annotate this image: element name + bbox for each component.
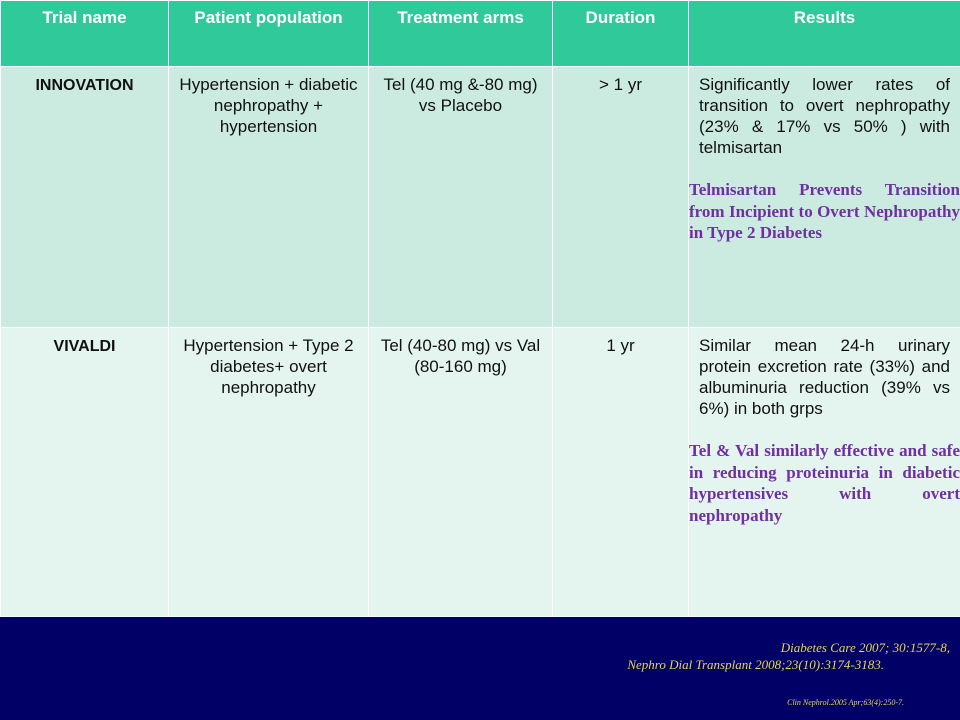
table-row-vivaldi bbox=[1, 328, 960, 617]
results-cell bbox=[689, 67, 960, 328]
population-cell bbox=[169, 67, 369, 328]
duration-cell bbox=[553, 328, 689, 617]
header-patient-population: Patient population bbox=[169, 1, 369, 67]
duration: > 1 yr bbox=[599, 75, 642, 94]
header-results: Results bbox=[689, 1, 960, 67]
trial-name: VIVALDI bbox=[53, 338, 116, 355]
reference-clin-nephrol: Clin Nephrol.2005 Apr;63(4):250-7. bbox=[787, 698, 904, 707]
table-header-row bbox=[1, 1, 960, 67]
duration: 1 yr bbox=[606, 336, 635, 355]
arms-cell bbox=[369, 328, 553, 617]
treatment-arms: Tel (40 mg &-80 mg) vs Placebo bbox=[383, 75, 538, 115]
duration-cell bbox=[553, 67, 689, 328]
results-text: Significantly lower rates of transition to overt nephropathy (23% & 17% vs 50% ) with telmisartan bbox=[699, 75, 950, 157]
results-conclusion: Tel & Val similarly effective and safe in reducing proteinuria in diabetic hypertensives with overt nephropathy bbox=[689, 441, 960, 525]
results-text: Similar mean 24-h urinary protein excretion rate (33%) and albuminuria reduction (39% vs 6%) in both grps bbox=[699, 336, 950, 418]
header-duration: Duration bbox=[553, 1, 689, 67]
header-treatment-arms: Treatment arms bbox=[369, 1, 553, 67]
header-trial-name: Trial name bbox=[1, 1, 169, 67]
references-footer bbox=[0, 617, 960, 720]
arms-cell bbox=[369, 67, 553, 328]
trial-name-cell bbox=[1, 67, 169, 328]
trial-name-cell bbox=[1, 328, 169, 617]
trial-name: INNOVATION bbox=[35, 77, 134, 94]
results-cell bbox=[689, 328, 960, 617]
patient-population: Hypertension + Type 2 diabetes+ overt nephropathy bbox=[183, 336, 354, 397]
treatment-arms: Tel (40-80 mg) vs Val (80-160 mg) bbox=[380, 336, 541, 376]
patient-population: Hypertension + diabetic nephropathy + hypertension bbox=[179, 75, 358, 136]
population-cell bbox=[169, 328, 369, 617]
results-conclusion: Telmisartan Prevents Transition from Incipient to Overt Nephropathy in Type 2 Diabetes bbox=[689, 180, 960, 242]
reference-diabetes-care: Diabetes Care 2007; 30:1577-8, bbox=[780, 640, 950, 655]
reference-nephro-dial-transplant: Nephro Dial Transplant 2008;23(10):3174-3183. bbox=[627, 657, 884, 672]
table-row-innovation bbox=[1, 67, 960, 328]
